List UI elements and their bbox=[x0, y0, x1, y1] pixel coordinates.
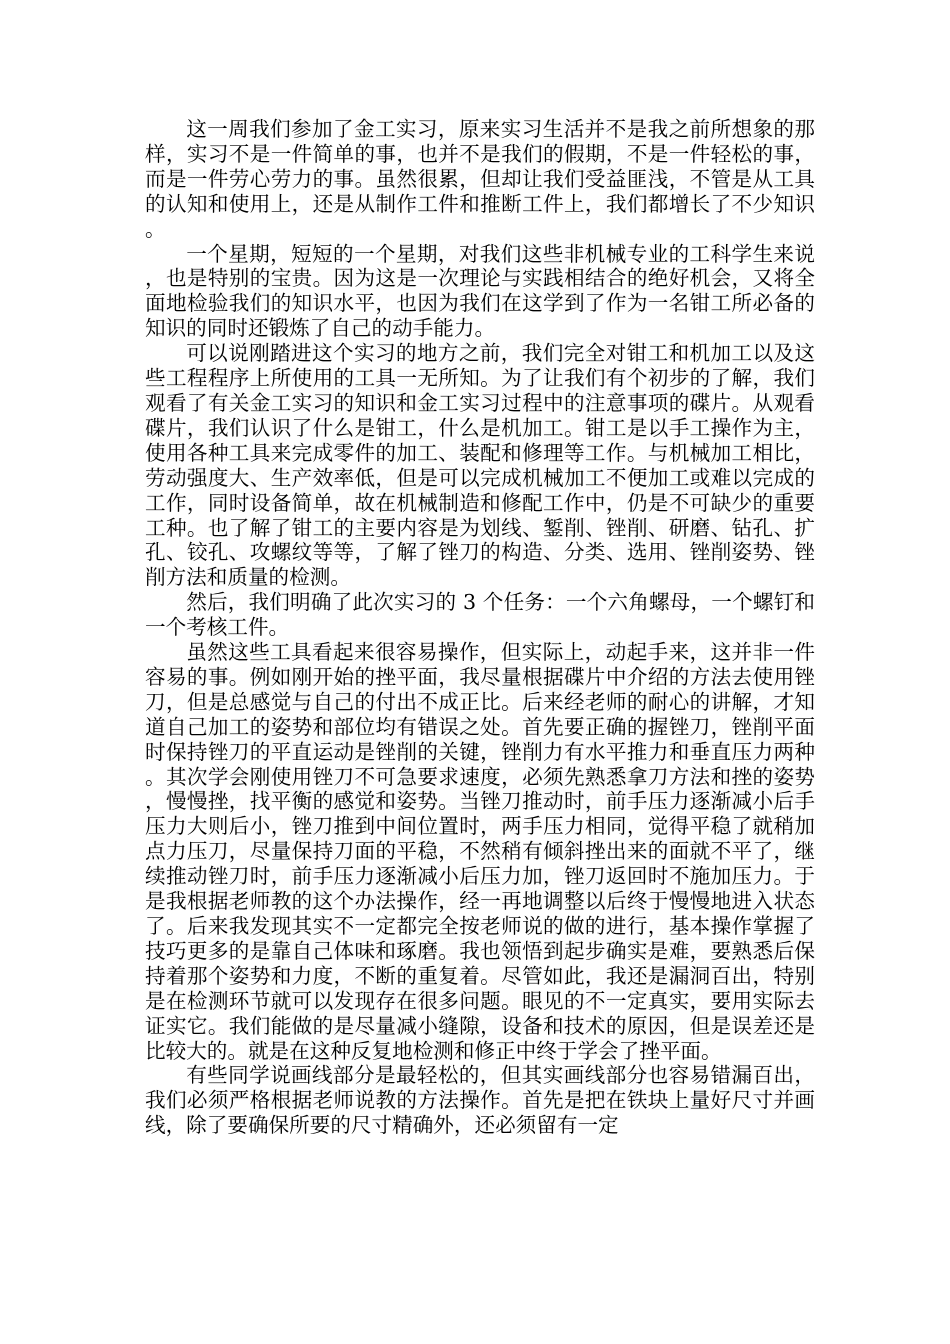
paragraph: 这一周我们参加了金工实习，原来实习生活并不是我之前所想象的那样，实习不是一件简单的事，也并不是我们的假期，不是一件轻松的事，而是一件劳心劳力的事。虽然很累，但却让我们受益匪浅，不管是从工具的认知和使用上，还是从制作工件和推断工件上，我们都增长了不少知识。 bbox=[145, 117, 815, 241]
paragraph: 一个星期，短短的一个星期，对我们这些非机械专业的工科学生来说，也是特别的宝贵。因为这是一次理论与实践相结合的绝好机会，又将全面地检验我们的知识水平，也因为我们在这学到了作为一名钳工所必备的知识的同时还锻炼了自己的动手能力。 bbox=[145, 241, 815, 341]
body-text bbox=[145, 117, 815, 1138]
paragraph: 可以说刚踏进这个实习的地方之前，我们完全对钳工和机加工以及这些工程程序上所使用的工具一无所知。为了让我们有个初步的了解，我们观看了有关金工实习的知识和金工实习过程中的注意事项的碟片。从观看碟片，我们认识了什么是钳工，什么是机加工。钳工是以手工操作为主，使用各种工具来完成零件的加工、装配和修理等工作。与机械加工相比，劳动强度大、生产效率低，但是可以完成机械加工不便加工或难以完成的工作，同时设备简单，故在机械制造和修配工作中，仍是不可缺少的重要工种。也了解了钳工的主要内容是为划线、錾削、锉削、研磨、钻孔、扩孔、铰孔、攻螺纹等等，了解了锉刀的构造、分类、选用、锉削姿势、锉削方法和质量的检测。 bbox=[145, 341, 815, 590]
paragraph: 然后，我们明确了此次实习的 3 个任务：一个六角螺母，一个螺钉和一个考核工件。 bbox=[145, 590, 815, 640]
paragraph: 虽然这些工具看起来很容易操作，但实际上，动起手来，这并非一件容易的事。例如刚开始的挫平面，我尽量根据碟片中介绍的方法去使用锉刀，但是总感觉与自己的付出不成正比。后来经老师的耐心的讲解，才知道自己加工的姿势和部位均有错误之处。首先要正确的握锉刀，锉削平面时保持锉刀的平直运动是锉削的关键，锉削力有水平推力和垂直压力两种。其次学会刚使用锉刀不可急要求速度，必须先熟悉拿刀方法和挫的姿势，慢慢挫，找平衡的感觉和姿势。当锉刀推动时，前手压力逐渐减小后手压力大则后小，锉刀推到中间位置时，两手压力相同，觉得平稳了就稍加点力压刀，尽量保持刀面的平稳，不然稍有倾斜挫出来的面就不平了，继续推动锉刀时，前手压力逐渐减小后压力加，锉刀返回时不施加压力。于是我根据老师教的这个办法操作，经一再地调整以后终于慢慢地进入状态了。后来我发现其实不一定都完全按老师说的做的进行，基本操作掌握了技巧更多的是靠自己体味和琢磨。我也领悟到起步确实是难，要熟悉后保持着那个姿势和力度，不断的重复着。尽管如此，我还是漏洞百出，特别是在检测环节就可以发现存在很多问题。眼见的不一定真实，要用实际去证实它。我们能做的是尽量减小缝隙，设备和技术的原因，但是误差还是比较大的。就是在这种反复地检测和修正中终于学会了挫平面。 bbox=[145, 640, 815, 1063]
paragraph: 有些同学说画线部分是最轻松的，但其实画线部分也容易错漏百出，我们必须严格根据老师说教的方法操作。首先是把在铁块上量好尺寸并画线，除了要确保所要的尺寸精确外，还必须留有一定 bbox=[145, 1063, 815, 1138]
